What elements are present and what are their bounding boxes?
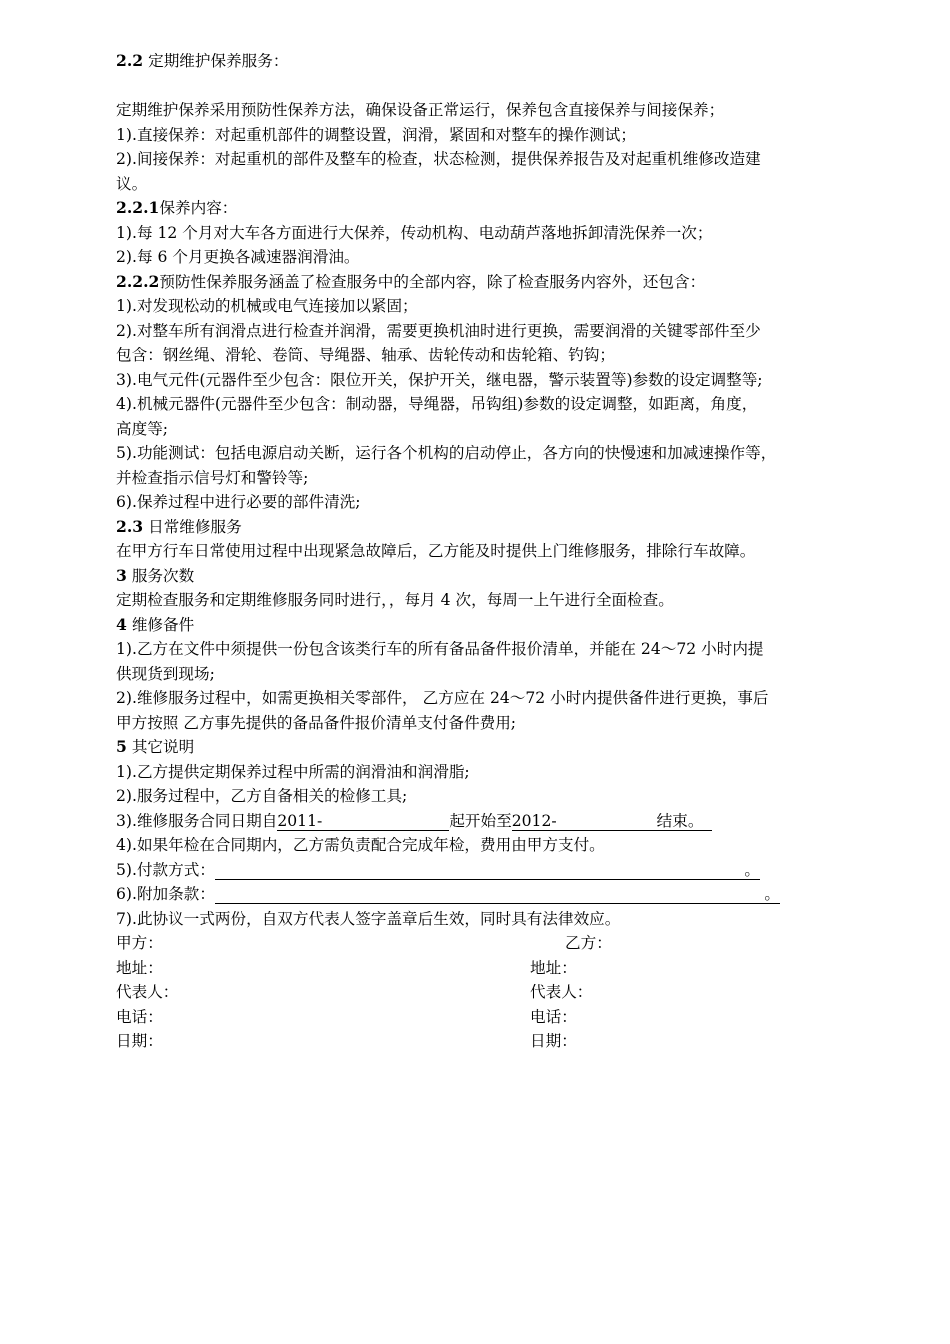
payment-method-field[interactable] (215, 862, 760, 880)
heading-3 (116, 564, 896, 589)
blank-line (116, 74, 896, 99)
party-b-date-label: 日期： (530, 1032, 577, 1050)
other-item-7: 7).此协议一式两份，自双方代表人签字盖章后生效，同时具有法律效应。 (116, 909, 621, 928)
contract-date-suffix: 结束。 (656, 811, 704, 830)
signature-address-row (116, 956, 896, 981)
party-b-rep-label: 代表人： (530, 983, 593, 1001)
additional-terms-field[interactable] (215, 886, 780, 904)
preventive-item-4: 4).机械元器件(元器件至少包含：制动器，导绳器，吊钩组)参数的设定调整，如距离，角度， (116, 395, 758, 413)
party-b-label: 乙方： (565, 934, 612, 952)
contract-date-prefix: 3).维修服务合同日期自 (116, 811, 278, 830)
other-item-2: 2).服务过程中，乙方自备相关的检修工具; (116, 787, 408, 805)
signature-party-row (116, 931, 896, 956)
party-a-date-label: 日期： (116, 1032, 163, 1050)
signature-phone-row (116, 1005, 896, 1030)
section-number: 2.2.1 (116, 198, 160, 217)
item-indirect-maintenance-cont: 议。 (116, 174, 148, 193)
section-number: 4 (116, 614, 127, 634)
item-direct-maintenance: 1).直接保养：对起重机部件的调整设置，润滑，紧固和对整车的操作测试； (116, 125, 636, 144)
other-item-1: 1).乙方提供定期保养过程中所需的润滑油和润滑脂; (116, 762, 470, 781)
preventive-item-5-cont: 并检查指示信号灯和警铃等; (116, 468, 309, 487)
heading-2-3 (116, 515, 896, 540)
heading-2-2-2 (116, 270, 896, 295)
section-title: 预防性保养服务涵盖了检查服务中的全部内容，除了检查服务内容外，还包含： (159, 272, 706, 291)
item-indirect-maintenance: 2).间接保养：对起重机的部件及整车的检查，状态检测，提供保养报告及对起重机维修改造建 (116, 150, 761, 168)
party-a-label: 甲方： (116, 934, 163, 952)
section-title: 保养内容： (159, 199, 238, 217)
party-a-address-label: 地址： (116, 958, 163, 977)
contract-start-year: 2011- (277, 811, 323, 830)
section-title: 定期维护保养服务： (148, 52, 289, 70)
heading-5 (116, 735, 896, 760)
payment-method-label: 5).付款方式： (116, 860, 215, 879)
contract-end-date-field[interactable] (512, 813, 712, 831)
section-number: 2.3 (116, 516, 144, 536)
signature-date-row (116, 1029, 896, 1054)
document-body (116, 49, 896, 1054)
signature-rep-row (116, 980, 896, 1005)
field-end-mark: 。 (744, 860, 760, 879)
section-title: 维修备件 (131, 615, 195, 634)
other-item-3 (116, 809, 896, 834)
contract-start-date-field[interactable] (277, 813, 449, 831)
maintenance-item-2: 2).每 6 个月更换各减速器润滑油。 (116, 248, 360, 266)
preventive-item-3: 3).电气元件(元器件至少包含：限位开关，保护开关，继电器，警示装置等)参数的设定调整等; (116, 370, 763, 389)
party-b-phone-label: 电话： (530, 1007, 577, 1026)
daily-repair-text: 在甲方行车日常使用过程中出现紧急故障后，乙方能及时提供上门维修服务，排除行车故障。 (116, 542, 756, 560)
section-number: 2.2 (116, 51, 144, 70)
section-number: 2.2.2 (116, 271, 160, 291)
field-end-mark: 。 (764, 885, 780, 903)
service-frequency-text: 定期检查服务和定期维修服务同时进行，，每月 4 次，每周一上午进行全面检查。 (116, 591, 674, 609)
section-number: 3 (116, 565, 127, 585)
paragraph-intro: 定期维护保养采用预防性保养方法，确保设备正常运行，保养包含直接保养与间接保养； (116, 101, 725, 119)
party-a-phone-label: 电话： (116, 1007, 163, 1026)
spare-item-2: 2).维修服务过程中，如需更换相关零部件， 乙方应在 24～72 小时内提供备件进行更换，事后 (116, 689, 769, 707)
preventive-item-4-cont: 高度等; (116, 419, 169, 438)
party-a-rep-label: 代表人： (116, 983, 179, 1001)
contract-end-year: 2012- (511, 811, 557, 830)
preventive-item-6: 6).保养过程中进行必要的部件清洗; (116, 493, 361, 511)
spare-item-1-cont: 供现货到现场; (116, 664, 215, 683)
section-title: 服务次数 (131, 566, 195, 585)
maintenance-item-1: 1).每 12 个月对大车各方面进行大保养，传动机构、电动葫芦落地拆卸清洗保养一次； (116, 223, 713, 242)
heading-2-2 (116, 49, 896, 74)
preventive-item-5: 5).功能测试：包括电源启动关断，运行各个机构的启动停止，各方向的快慢速和加减速操作等， (116, 444, 777, 462)
heading-2-2-1 (116, 196, 896, 221)
other-item-5 (116, 858, 896, 883)
party-b-address-label: 地址： (530, 958, 577, 977)
contract-date-mid: 起开始至 (449, 811, 512, 830)
additional-terms-label: 6).附加条款： (116, 885, 215, 903)
section-title: 日常维修服务 (148, 517, 242, 536)
section-number: 5 (116, 737, 127, 756)
other-item-4: 4).如果年检在合同期内，乙方需负责配合完成年检，费用由甲方支付。 (116, 836, 605, 854)
other-item-6 (116, 882, 896, 907)
preventive-item-2: 2).对整车所有润滑点进行检查并润滑，需要更换机油时进行更换，需要润滑的关键零部件至少 (116, 321, 761, 340)
preventive-item-2-cont: 包含：钢丝绳、滑轮、卷筒、导绳器、轴承、齿轮传动和齿轮箱、钓钩； (116, 346, 616, 364)
section-title: 其它说明 (131, 738, 195, 756)
preventive-item-1: 1).对发现松动的机械或电气连接加以紧固； (116, 297, 418, 315)
spare-item-1: 1).乙方在文件中须提供一份包含该类行车的所有备品备件报价清单，并能在 24～72 小时内提 (116, 640, 764, 658)
spare-item-2-cont: 甲方按照 乙方事先提供的备品备件报价清单支付备件费用; (116, 713, 517, 732)
heading-4 (116, 613, 896, 638)
